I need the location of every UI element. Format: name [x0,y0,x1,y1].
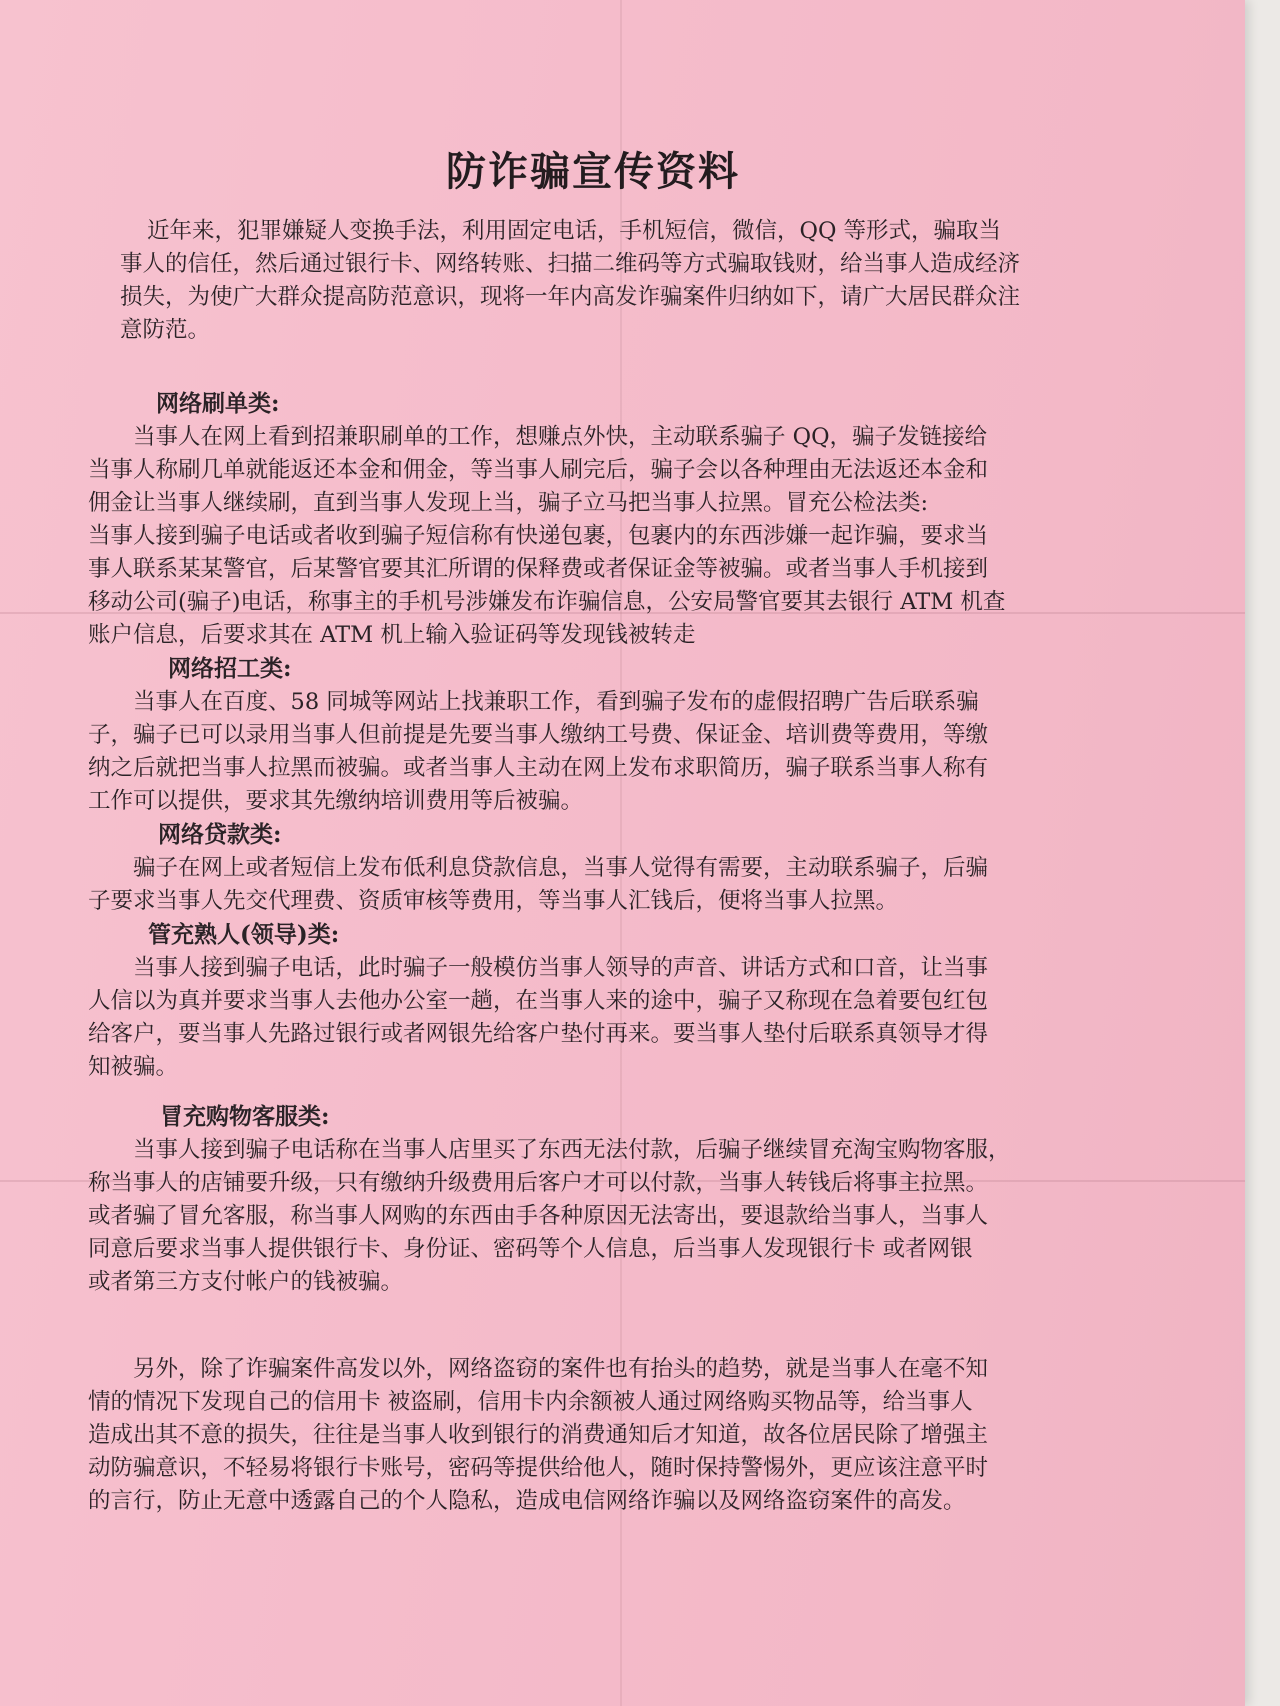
document-title: 防诈骗宣传资料 [446,148,740,195]
section-body-online-order-scam: 当事人在网上看到招兼职刷单的工作，想赚点外快，主动联系骗子 QQ，骗子发链接给 当事人称刷几单就能返还本金和佣金，等当事人刷完后，骗子会以各种理由无法返还本金和 佣金让当事人继续刷，直到当事人发现上当，骗子立马把当事人拉黑。冒充公检法类: 当事人接到骗子电话或者收到骗子短信称有快递包裹，包裹内的东西涉嫌一起诈骗，要求当 事人联系某某警官，后某警官要其汇所谓的保释费或者保证金等被骗。或者当事人手机接到 移动公司(骗子)电话，称事主的手机号涉嫌发布诈骗信息，公安局警官要其去银行 ATM 机查 账户信息，后要求其在 ATM 机上输入验证码等发现钱被转走 [88,424,1006,648]
section-heading-fake-shopping-service: 冒充购物客服类: [160,1103,330,1130]
intro-paragraph: 近年来，犯罪嫌疑人变换手法，利用固定电话，手机短信，微信，QQ 等形式，骗取当 事人的信任，然后通过银行卡、网络转账、扫描二维码等方式骗取钱财，给当事人造成经济 损失，为使广大群众提高防范意识，现将一年内高发诈骗案件归纳如下，请广大居民群众注 意防范。 [120,218,1021,343]
flyer-content [88,140,1038,1518]
section-heading-online-recruitment-scam: 网络招工类: [168,655,292,682]
section-heading-online-loan-scam: 网络贷款类: [158,821,282,848]
section-body-impersonating-acquaintance: 当事人接到骗子电话，此时骗子一般模仿当事人领导的声音、讲话方式和口音，让当事 人信以为真并要求当事人去他办公室一趟，在当事人来的途中，骗子又称现在急着要包红包 给客户，要当事人先路过银行或者网银先给客户垫付再来。要当事人垫付后联系真领导才得 知被骗。 [88,955,989,1080]
section-body-fake-shopping-service: 当事人接到骗子电话称在当事人店里买了东西无法付款，后骗子继续冒充淘宝购物客服， 称当事人的店铺要升级，只有缴纳升级费用后客户才可以付款，当事人转钱后将事主拉黑。 或者骗了冒允客服，称当事人网购的东西由手各种原因无法寄出，要退款给当事人，当事人 同意后要求当事人提供银行卡、身份证、密码等个人信息，后当事人发现银行卡 或者网银 或者第三方支付帐户的钱被骗。 [88,1137,1011,1295]
section-heading-online-order-scam: 网络刷单类: [156,390,280,417]
closing-paragraph: 另外，除了诈骗案件高发以外，网络盗窃的案件也有抬头的趋势，就是当事人在毫不知 情的情况下发现自己的信用卡 被盗刷，信用卡内余额被人通过网络购买物品等，给当事人 造成出其不意的损失，往往是当事人收到银行的消费通知后才知道，故各位居民除了增强主 动防骗意识，不轻易将银行卡账号，密码等提供给他人，随时保持警惕外，更应该注意平时 的言行，防止无意中透露自己的个人隐私，造成电信网络诈骗以及网络盗窃案件的高发。 [88,1356,989,1514]
section-heading-impersonating-acquaintance: 管充熟人(领导)类: [148,921,340,948]
section-body-online-loan-scam: 骗子在网上或者短信上发布低利息贷款信息，当事人觉得有需要，主动联系骗子，后骗 子要求当事人先交代理费、资质审核等费用，等当事人汇钱后，便将当事人拉黑。 [88,855,989,914]
section-body-online-recruitment-scam: 当事人在百度、58 同城等网站上找兼职工作，看到骗子发布的虚假招聘广告后联系骗 子，骗子已可以录用当事人但前提是先要当事人缴纳工号费、保证金、培训费等费用，等缴 纳之后就把当事人拉黑而被骗。或者当事人主动在网上发布求职简历，骗子联系当事人称有 工作可以提供，要求其先缴纳培训费用等后被骗。 [88,689,989,814]
